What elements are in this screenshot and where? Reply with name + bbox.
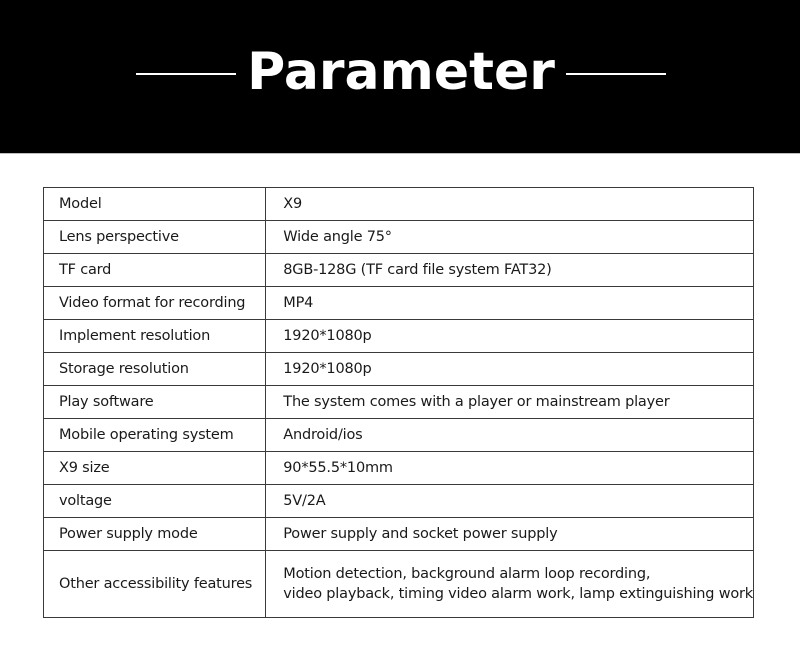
param-label: Other accessibility features xyxy=(44,551,266,618)
table-row xyxy=(44,485,754,518)
table-row xyxy=(44,353,754,386)
decorative-rule-right xyxy=(566,73,666,75)
divider xyxy=(0,153,800,154)
table-row xyxy=(44,188,754,221)
table-row xyxy=(44,254,754,287)
param-value: Android/ios xyxy=(266,419,754,452)
param-value: 1920*1080p xyxy=(266,353,754,386)
param-value: The system comes with a player or mainstream player xyxy=(266,386,754,419)
param-label: Video format for recording xyxy=(44,287,266,320)
param-value: 1920*1080p xyxy=(266,320,754,353)
param-label: Model xyxy=(44,188,266,221)
param-value: Wide angle 75° xyxy=(266,221,754,254)
parameter-table xyxy=(43,187,754,618)
param-label: Power supply mode xyxy=(44,518,266,551)
param-value: 8GB-128G (TF card file system FAT32) xyxy=(266,254,754,287)
param-value-line: Motion detection, background alarm loop recording, xyxy=(283,566,651,582)
table-row xyxy=(44,221,754,254)
param-label: Storage resolution xyxy=(44,353,266,386)
param-label: Implement resolution xyxy=(44,320,266,353)
table-row xyxy=(44,386,754,419)
table-row xyxy=(44,452,754,485)
param-label: Lens perspective xyxy=(44,221,266,254)
table-row xyxy=(44,287,754,320)
page-title: Parameter xyxy=(247,42,555,102)
param-label: X9 size xyxy=(44,452,266,485)
decorative-rule-left xyxy=(136,73,236,75)
param-label: Play software xyxy=(44,386,266,419)
param-value xyxy=(266,551,754,618)
param-value: Power supply and socket power supply xyxy=(266,518,754,551)
param-label: Mobile operating system xyxy=(44,419,266,452)
param-label: voltage xyxy=(44,485,266,518)
table-row xyxy=(44,320,754,353)
param-label: TF card xyxy=(44,254,266,287)
param-value: 90*55.5*10mm xyxy=(266,452,754,485)
table-row xyxy=(44,551,754,618)
header-banner xyxy=(0,0,800,153)
param-value: 5V/2A xyxy=(266,485,754,518)
param-value-line: video playback, timing video alarm work, lamp extinguishing work xyxy=(283,586,753,602)
param-value: X9 xyxy=(266,188,754,221)
table-row xyxy=(44,419,754,452)
table-row xyxy=(44,518,754,551)
param-value: MP4 xyxy=(266,287,754,320)
